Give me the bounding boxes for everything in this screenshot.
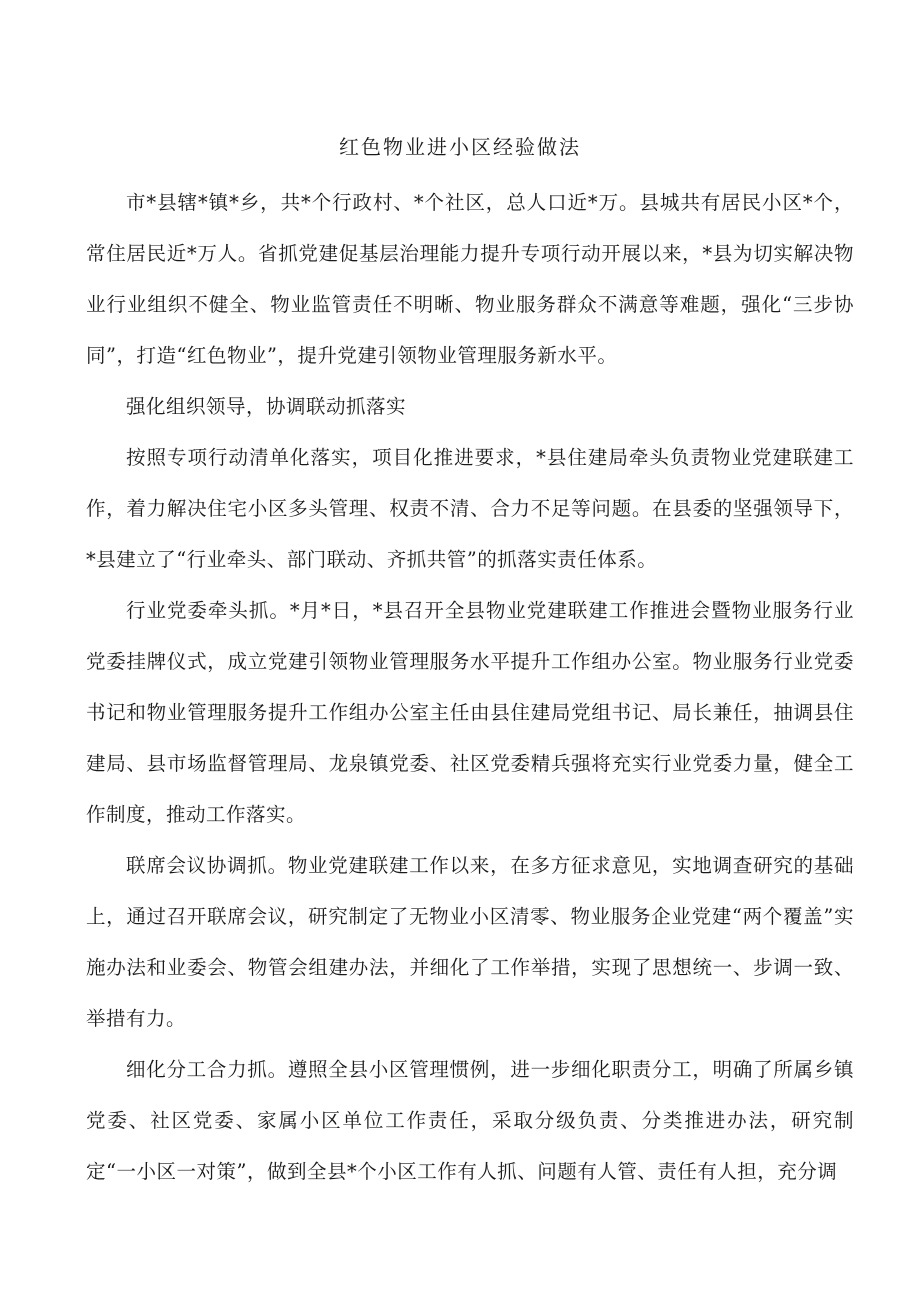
paragraph-joint-meeting: 联席会议协调抓。物业党建联建工作以来，在多方征求意见，实地调查研究的基础上，通过召开联席会议，研究制定了无物业小区清零、物业服务企业党建“两个覆盖”实施办法和业委会、物管会组建办法，并细化了工作举措，实现了思想统一、步调一致、举措有力。 bbox=[86, 854, 854, 1030]
document-body bbox=[86, 177, 854, 1197]
document-title: 红色物业进小区经验做法 bbox=[339, 135, 581, 159]
paragraph-industry-committee: 行业党委牵头抓。*月*日，*县召开全县物业党建联建工作推进会暨物业服务行业党委挂牌仪式，成立党建引领物业管理服务水平提升工作组办公室。物业服务行业党委书记和物业管理服务提升工作组办公室主任由县住建局党组书记、局长兼任，抽调县住建局、县市场监督管理局、龙泉镇党委、社区党委精兵强将充实行业党委力量，健全工作制度，推动工作落实。 bbox=[86, 599, 854, 826]
paragraph-intro: 市*县辖*镇*乡，共*个行政村、*个社区，总人口近*万。县城共有居民小区*个，常住居民近*万人。省抓党建促基层治理能力提升专项行动开展以来，*县为切实解决物业行业组织不健全、物业监管责任不明晰、物业服务群众不满意等难题，强化“三步协同”，打造“红色物业”，提升党建引领物业管理服务新水平。 bbox=[86, 191, 854, 367]
section-heading: 强化组织领导，协调联动抓落实 bbox=[126, 395, 407, 418]
paragraph-requirements: 按照专项行动清单化落实，项目化推进要求，*县住建局牵头负责物业党建联建工作，着力解决住宅小区多头管理、权责不清、合力不足等问题。在县委的坚强领导下，*县建立了“行业牵头、部门联动、齐抓共管”的抓落实责任体系。 bbox=[86, 446, 854, 571]
paragraph-division-of-labor: 细化分工合力抓。遵照全县小区管理惯例，进一步细化职责分工，明确了所属乡镇党委、社区党委、家属小区单位工作责任，采取分级负责、分类推进办法，研究制定“一小区一对策”，做到全县*个小区工作有人抓、问题有人管、责任有人担，充分调 bbox=[86, 1058, 854, 1183]
